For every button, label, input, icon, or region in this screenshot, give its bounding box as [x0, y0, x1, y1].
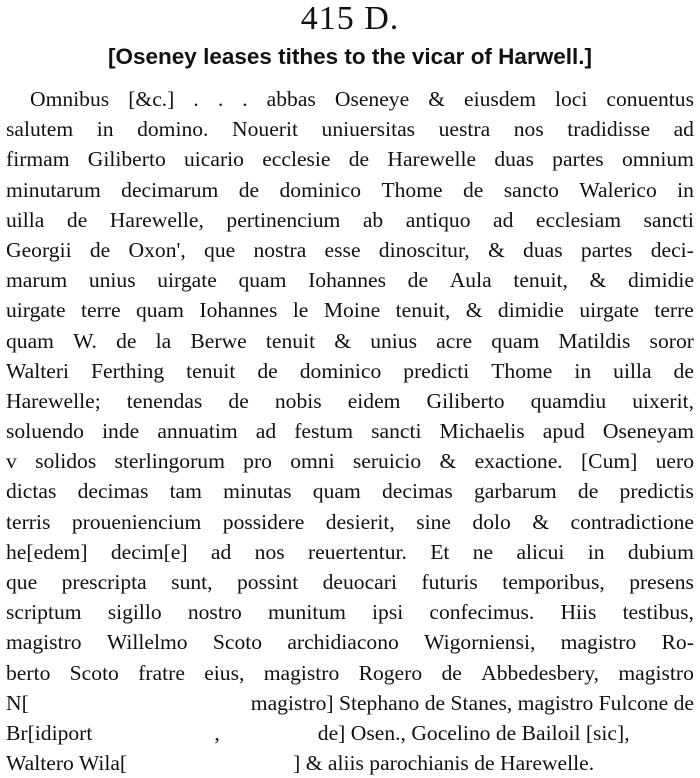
word: domino.: [137, 117, 209, 142]
word: quam: [238, 268, 287, 293]
word: quam: [491, 328, 540, 353]
word: uixerit,: [632, 388, 694, 413]
word: ecclesiam: [535, 207, 622, 232]
word: [Cum]: [580, 449, 638, 474]
word: archidiacono: [287, 630, 399, 655]
word: tenuit: [186, 358, 236, 383]
word: desierit,: [325, 509, 395, 534]
word: nos: [513, 117, 544, 142]
word: Berwe: [190, 328, 247, 353]
word: Michaelis: [439, 419, 525, 444]
text-line: [6, 144, 694, 174]
word: que: [6, 570, 38, 594]
word: v: [6, 449, 17, 474]
text-line: [6, 658, 694, 688]
word: Rogero: [358, 660, 423, 685]
word: fratre: [138, 660, 185, 685]
text-line: [6, 235, 694, 265]
word: Walteri: [6, 358, 70, 383]
word: Aula: [449, 268, 492, 293]
word: de: [348, 147, 370, 172]
word: .: [217, 87, 224, 111]
word: decimarum: [121, 177, 219, 202]
word: dictas: [6, 479, 57, 504]
text-line: [6, 597, 694, 627]
text-line: [6, 507, 694, 537]
text-line-with-gap: [6, 688, 694, 718]
word: eiusdem: [464, 87, 536, 111]
text-fragment: magistro] Stephano de Stanes, magistro Fulcone de: [250, 690, 694, 715]
text-line: [6, 386, 694, 416]
text-fragment: Br[idiport: [6, 720, 93, 745]
word: tenuit: [265, 328, 316, 353]
word: minutas: [223, 479, 292, 504]
word: Thome: [381, 177, 443, 202]
word: Harewelle,: [109, 207, 204, 232]
word: [&c.]: [128, 87, 175, 111]
word: tam: [169, 479, 202, 504]
text-line: [6, 205, 694, 235]
word: predicti: [403, 358, 470, 383]
text-fragment: de] Osen., Gocelino de Bailoil [sic],: [317, 720, 630, 745]
word: ipsi: [372, 600, 404, 625]
word: magistro: [263, 660, 340, 685]
word: munitum: [267, 600, 346, 625]
word: le: [292, 298, 309, 323]
word: de: [463, 177, 484, 202]
word: confecimus.: [429, 600, 535, 625]
text-line-with-gap: [6, 748, 694, 778]
word: uero: [655, 449, 694, 474]
word: decimas: [77, 479, 149, 504]
word: &: [487, 237, 505, 262]
word: de: [228, 388, 249, 413]
word: deci-: [650, 237, 694, 262]
word: de: [89, 237, 111, 262]
text-line: [6, 476, 694, 506]
word: terris: [6, 509, 51, 534]
word: nostra: [253, 237, 307, 262]
word: Ro-: [661, 630, 694, 655]
word: .: [242, 87, 248, 111]
word: partes: [580, 237, 633, 262]
word: dubium: [627, 539, 694, 564]
word: exactione.: [474, 449, 563, 474]
word: apud: [542, 419, 585, 444]
word: Hiis: [560, 600, 597, 625]
word: Scoto: [212, 630, 263, 655]
word: ad: [493, 207, 514, 232]
word: quam: [136, 298, 184, 323]
word: Wigorniensi,: [424, 630, 536, 655]
word: sancti: [643, 207, 694, 232]
document-heading: [Oseney leases tithes to the vicar of Harwell.]: [108, 44, 592, 69]
word: temporibus,: [502, 570, 605, 594]
word: uniuersitas: [321, 117, 416, 142]
word: Moine: [323, 298, 381, 323]
word: magistro: [618, 660, 694, 685]
word: &: [334, 328, 352, 353]
word: unius: [370, 328, 417, 353]
word: omnium: [621, 147, 694, 172]
text-fragment: N[: [6, 690, 29, 715]
word: la: [155, 328, 172, 353]
word: acre: [436, 328, 473, 353]
word: dominico: [279, 177, 362, 202]
word: Georgii: [6, 237, 72, 262]
word: annuatim: [157, 419, 238, 444]
word: uirgate: [157, 268, 217, 293]
word: duas: [523, 237, 563, 262]
word: possint: [237, 570, 299, 594]
word: Oseneyam: [602, 419, 694, 444]
word: uirgate: [6, 298, 66, 323]
text-fragment: ,: [214, 720, 220, 745]
word: de: [257, 358, 278, 383]
word: Giliberto: [87, 147, 166, 172]
word: uicario: [184, 147, 244, 172]
word: Omnibus: [30, 87, 110, 111]
word: salutem: [6, 117, 74, 142]
word: in: [574, 358, 592, 383]
word: magistro: [6, 630, 82, 655]
word: decimas: [381, 479, 453, 504]
word: soluendo: [6, 419, 84, 444]
word: &: [589, 268, 607, 293]
word: in: [587, 539, 605, 564]
text-line: [6, 265, 694, 295]
text-fragment: ] & aliis parochianis de Harewelle.: [293, 751, 595, 776]
word: firmam: [6, 147, 70, 172]
word: prescripta: [61, 570, 147, 594]
word: solidos: [35, 449, 97, 474]
word: Harewelle;: [6, 388, 101, 413]
word: dinoscitur,: [378, 237, 470, 262]
word: que: [204, 237, 236, 262]
word: ad: [255, 419, 277, 444]
word: de: [116, 328, 137, 353]
word: Giliberto: [426, 388, 505, 413]
charter-text: [6, 84, 694, 778]
word: duas: [494, 147, 534, 172]
word: de: [238, 177, 260, 202]
word: pro: [243, 449, 272, 474]
word: sancti: [371, 419, 422, 444]
word: berto: [6, 660, 51, 685]
word: scriptum: [6, 600, 82, 625]
word: seruicio: [352, 449, 422, 474]
word: ab: [362, 207, 384, 232]
word: dimidie: [497, 298, 564, 323]
word: ad: [673, 117, 694, 142]
text-line: [6, 295, 694, 325]
word: abbas: [266, 87, 316, 111]
text-line: [6, 416, 694, 446]
word: terre: [654, 298, 694, 323]
word: Willelmo: [106, 630, 188, 655]
word: antiquo: [405, 207, 471, 232]
word: partes: [552, 147, 604, 172]
word: magistro: [560, 630, 637, 655]
word: dimidie: [627, 268, 694, 293]
word: soror: [649, 328, 694, 353]
word: pertinencium: [226, 207, 341, 232]
word: de: [441, 660, 462, 685]
word: dolo: [472, 509, 511, 534]
word: nobis: [274, 388, 322, 413]
text-line-with-gap: [6, 718, 694, 748]
word: he[edem]: [6, 539, 88, 564]
word: possidere: [222, 509, 305, 534]
word: &: [532, 509, 550, 534]
word: nostro: [187, 600, 242, 625]
word: de: [577, 479, 599, 504]
word: marum: [6, 268, 68, 293]
word: conuentus: [606, 87, 694, 111]
word: de: [66, 207, 88, 232]
word: eidem: [347, 388, 401, 413]
word: esse: [324, 237, 361, 262]
text-fragment: Waltero Wila[: [6, 751, 128, 776]
word: inde: [102, 419, 140, 444]
word: in: [677, 177, 694, 202]
word: uirgate: [579, 298, 639, 323]
word: Oseneye: [334, 87, 410, 111]
word: Iohannes: [199, 298, 278, 323]
word: quamdiu: [530, 388, 607, 413]
word: contradictione: [570, 509, 694, 534]
word: festum: [294, 419, 354, 444]
word: Walerico: [579, 177, 657, 202]
word: unius: [88, 268, 136, 293]
word: decim[e]: [110, 539, 188, 564]
word: presens: [629, 570, 694, 594]
word: de: [407, 268, 429, 293]
word: Nouerit: [232, 117, 298, 142]
word: futuris: [421, 570, 478, 594]
word: de: [673, 358, 694, 383]
word: sunt,: [171, 570, 213, 594]
word: testibus,: [622, 600, 694, 625]
word: quam: [6, 328, 54, 353]
word: tenendas: [126, 388, 203, 413]
word: &: [428, 87, 446, 111]
word: tenuit,: [395, 298, 451, 323]
word: ad: [210, 539, 232, 564]
word: uestra: [438, 117, 491, 142]
word: Oxon',: [128, 237, 186, 262]
word: in: [96, 117, 114, 142]
word: Thome: [491, 358, 553, 383]
word: predictis: [619, 479, 694, 504]
text-line: [6, 627, 694, 657]
text-line: [6, 326, 694, 356]
word: proueniencium: [71, 509, 202, 534]
word: Scoto: [69, 660, 119, 685]
word: uilla: [613, 358, 652, 383]
word: omni: [290, 449, 335, 474]
text-line: [6, 537, 694, 567]
word: sigillo: [107, 600, 162, 625]
word: deuocari: [322, 570, 397, 594]
word: quam: [312, 479, 361, 504]
word: tenuit,: [513, 268, 568, 293]
document-number: 415 D.: [300, 0, 400, 37]
text-line: [6, 84, 694, 114]
word: Harewelle: [387, 147, 477, 172]
word: dominico: [299, 358, 382, 383]
word: garbarum: [473, 479, 557, 504]
word: alicui: [516, 539, 565, 564]
word: minutarum: [6, 177, 101, 202]
word: tradidisse: [567, 117, 651, 142]
word: &: [439, 449, 457, 474]
word: &: [465, 298, 483, 323]
text-line: [6, 567, 694, 597]
word: Iohannes: [308, 268, 387, 293]
word: W.: [73, 328, 97, 353]
word: ne: [472, 539, 494, 564]
word: sine: [416, 509, 451, 534]
word: eius,: [204, 660, 245, 685]
word: sancto: [503, 177, 559, 202]
word: Matildis: [558, 328, 631, 353]
word: nos: [254, 539, 285, 564]
text-line: [6, 175, 694, 205]
word: sterlingorum: [114, 449, 225, 474]
text-line: [6, 114, 694, 144]
text-line: [6, 446, 694, 476]
word: ecclesie: [262, 147, 331, 172]
word: .: [193, 87, 199, 111]
word: loci: [555, 87, 588, 111]
word: uilla: [6, 207, 45, 232]
word: Abbedesbery,: [481, 660, 600, 685]
word: terre: [81, 298, 121, 323]
word: Et: [430, 539, 450, 564]
word: reuertentur.: [307, 539, 407, 564]
word: Ferthing: [91, 358, 165, 383]
text-line: [6, 356, 694, 386]
